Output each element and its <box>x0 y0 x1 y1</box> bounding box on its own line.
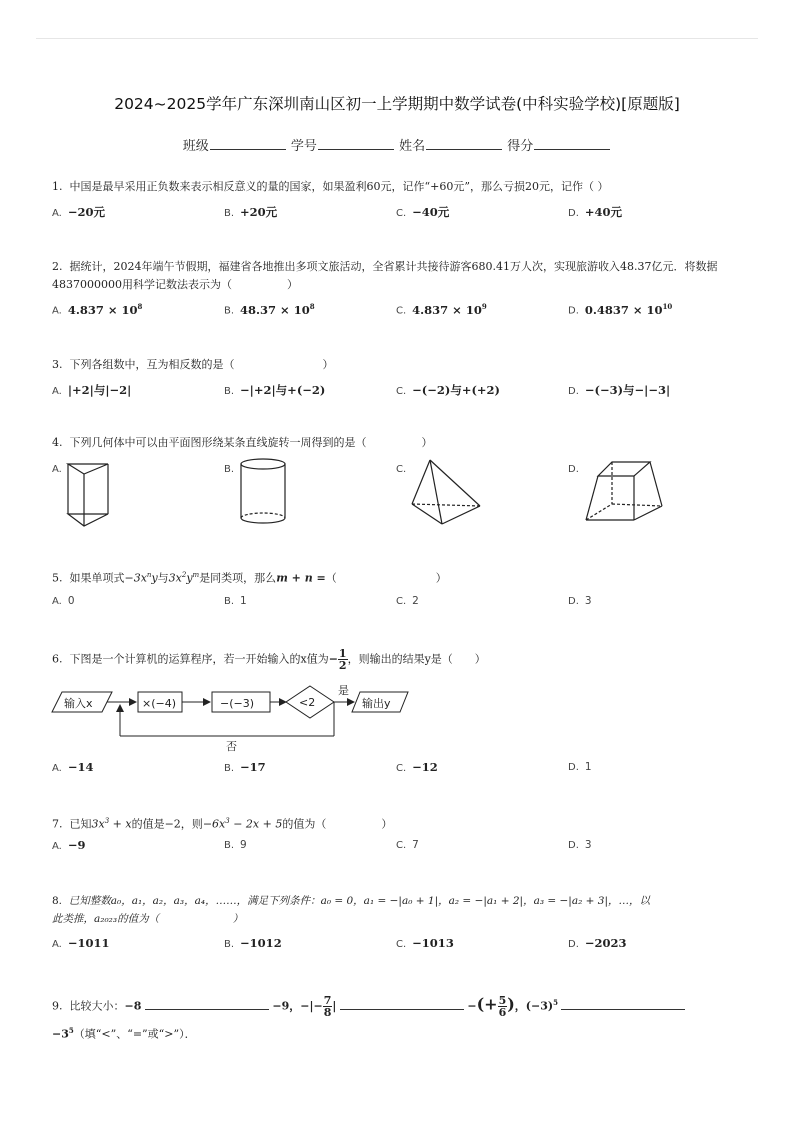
frustum-figure[interactable] <box>582 456 668 526</box>
question-text: 据统计，2024年端午节假期，福建省各地推出多项文旅活动，全省累计共接待游客680.41万人次，实现旅游收入48.37亿元．将数据4837000000用科学记数法表示为（ ） <box>52 260 718 291</box>
question-2 <box>52 258 744 294</box>
option-c[interactable]: C. <box>396 464 407 475</box>
option-c[interactable]: C. −(−2)与+(+2) <box>396 383 500 397</box>
compare-blank-3[interactable] <box>561 999 685 1010</box>
question-9-line-2: $-3^5$（填“<”、“=”或“>”）． <box>52 1026 196 1041</box>
question-4 <box>52 434 752 452</box>
question-3 <box>52 356 752 374</box>
option-d[interactable]: D. 1 <box>568 761 592 773</box>
score-label: 得分 <box>507 139 534 154</box>
question-8: 8. 已知整数a₀，a₁，a₂，a₃，a₄，……，满足下列条件：a₀ = 0，a₁ = −|a₀ + 1|，a₂ = −|a₁ + 2|，a₃ = −|a₂ + 3|，…，以 <box>52 895 651 907</box>
question-6: 6. 下图是一个计算机的运算程序，若一开始输入的x值为− $\frac{1}{2}$ ，则输出的结果y是（ ） <box>52 647 486 672</box>
question-9: 9. 比较大小：−8 −9，−|− $\frac{7}{8}$ | −(+ $\frac{5}{6}$ )，$(-3)^5$ <box>52 994 752 1018</box>
flow-yes-label: 是 <box>338 684 349 697</box>
option-a[interactable]: A. 0 <box>52 595 75 607</box>
option-b[interactable]: B. $48.37 \times 10^8$ <box>224 302 315 317</box>
flow-condition-label: <2 <box>299 696 316 709</box>
flowchart-diagram <box>50 680 420 756</box>
question-5: 5. 如果单项式$-3x^ny$与$3x^2y^m$是同类项，那么m + n =（ ） <box>52 571 447 585</box>
option-a[interactable]: A. −9 <box>52 838 86 852</box>
option-b[interactable]: B. −17 <box>224 760 266 774</box>
score-blank[interactable] <box>534 137 610 150</box>
question-6-options <box>52 760 752 778</box>
fraction-one-half: $\frac{1}{2}$ <box>338 647 347 672</box>
option-d[interactable]: D. +40元 <box>568 205 623 219</box>
fraction-seven-eighths: $\frac{7}{8}$ <box>323 994 332 1020</box>
flow-input-label: 输入x <box>64 697 93 710</box>
student-info-fields <box>0 135 794 154</box>
option-c[interactable]: C. −12 <box>396 760 438 774</box>
question-number: 7. <box>52 817 63 831</box>
fraction-five-sixths: $\frac{5}{6}$ <box>498 994 507 1020</box>
option-a[interactable]: A. −20元 <box>52 205 105 219</box>
question-text: 中国是最早采用正负数来表示相反意义的量的国家，如果盈利60元，记作“+60元”，那么亏损20元，记作（ ） <box>69 180 609 193</box>
option-b[interactable]: B. 1 <box>224 595 247 607</box>
compare-blank-2[interactable] <box>340 999 464 1010</box>
question-8-line-2: 此类推，a₂₀₂₃的值为（ ） <box>52 913 244 925</box>
option-a[interactable]: A. −1011 <box>52 936 110 950</box>
student-id-label: 学号 <box>290 139 317 154</box>
triangular-prism-figure[interactable] <box>64 458 114 534</box>
name-blank[interactable] <box>426 137 502 150</box>
pyramid-figure[interactable] <box>408 456 484 528</box>
option-d[interactable]: D. −2023 <box>568 936 627 950</box>
question-number: 3. <box>52 358 63 371</box>
option-c[interactable]: C. 2 <box>396 595 419 607</box>
question-number: 4. <box>52 436 63 449</box>
question-5-options <box>52 594 752 612</box>
option-a[interactable]: A. $4.837 \times 10^8$ <box>52 302 143 317</box>
option-c[interactable]: C. 7 <box>396 839 419 851</box>
option-d[interactable]: D. 3 <box>568 595 592 607</box>
compare-blank-1[interactable] <box>145 999 269 1010</box>
option-c[interactable]: C. −40元 <box>396 205 450 219</box>
question-number: 5. <box>52 571 63 585</box>
option-b[interactable]: B. 9 <box>224 839 247 851</box>
question-text: 下列几何体中可以由平面图形绕某条直线旋转一周得到的是（ ） <box>69 436 433 449</box>
option-a[interactable]: A. <box>52 464 62 475</box>
option-b[interactable]: B. <box>224 464 235 475</box>
question-3-options <box>52 382 752 400</box>
question-2-options <box>52 302 752 320</box>
question-1-options <box>52 204 752 222</box>
page-title: 2024~2025学年广东深圳南山区初一上学期期中数学试卷(中科实验学校)[原题版] <box>114 95 680 113</box>
option-a[interactable]: A. |+2|与|−2| <box>52 383 132 397</box>
top-divider <box>36 38 758 39</box>
flow-multiply-label: ×(−4) <box>142 697 177 710</box>
question-number: 9. <box>52 999 63 1013</box>
option-d[interactable]: D. 3 <box>568 839 592 851</box>
option-c[interactable]: C. $4.837 \times 10^9$ <box>396 302 487 317</box>
name-label: 姓名 <box>399 139 426 154</box>
question-number: 1. <box>52 180 63 193</box>
class-blank[interactable] <box>210 137 286 150</box>
class-label: 班级 <box>182 139 209 154</box>
cylinder-figure[interactable] <box>236 456 290 528</box>
option-b[interactable]: B. −|+2|与+(−2) <box>224 383 326 397</box>
student-id-blank[interactable] <box>318 137 394 150</box>
option-d[interactable]: D. <box>568 464 579 475</box>
question-7: 7. 已知$3x^3 + x$的值是−2，则$-6x^3 - 2x + 5$的值为（ ） <box>52 817 393 831</box>
flow-output-label: 输出y <box>362 697 391 710</box>
question-7-options <box>52 838 752 856</box>
question-8-options <box>52 936 752 954</box>
flow-subtract-label: −(−3) <box>220 697 255 710</box>
option-b[interactable]: B. +20元 <box>224 205 278 219</box>
question-text: 下列各组数中，互为相反数的是（ ） <box>69 358 334 371</box>
question-number: 8. <box>52 895 63 907</box>
question-number: 6. <box>52 652 63 666</box>
flow-no-label: 否 <box>226 740 237 753</box>
option-d[interactable]: D. −(−3)与−|−3| <box>568 383 671 397</box>
option-b[interactable]: B. −1012 <box>224 936 282 950</box>
question-1 <box>52 178 752 196</box>
option-c[interactable]: C. −1013 <box>396 936 454 950</box>
option-a[interactable]: A. −14 <box>52 760 94 774</box>
option-d[interactable]: D. $0.4837 \times 10^{10}$ <box>568 302 673 317</box>
question-number: 2. <box>52 260 63 273</box>
